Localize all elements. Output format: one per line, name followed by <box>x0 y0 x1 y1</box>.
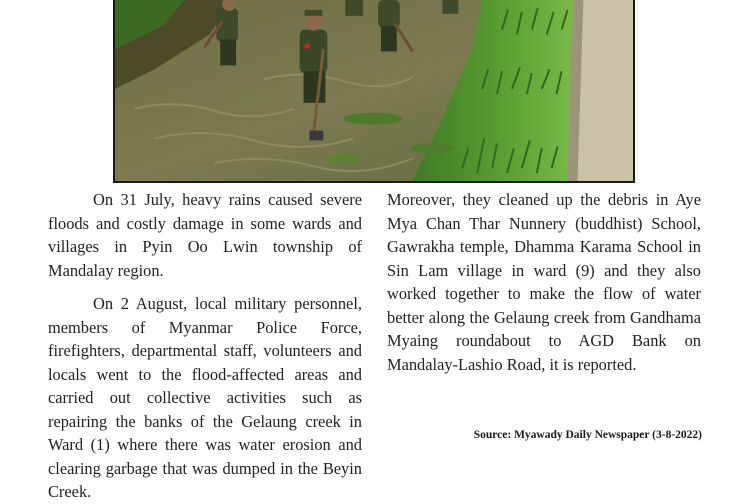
article-paragraph: On 2 August, local military personnel, members of Myanmar Police Force, firefighters, departmental staff, volunteers and locals went to the flood-affected areas and carried out collective activities such as repairing the banks of the Gelaung creek in Ward (1) where there was water erosion and clearing garbage that was dumped in the Beyin Creek. <box>48 294 362 501</box>
creek-cleanup-illustration <box>115 0 633 181</box>
article-paragraph: Moreover, they cleaned up the debris in Aye Mya Chan Thar Nunnery (buddhist) School, Gawrakha temple, Dhamma Karama School in Sin Lam village in ward (9) and they also worked together to make the flow of water better along the Gelaung creek from Gandhama Myaing roundabout to AGD Bank on Mandalay-Lashio Road, it is reported. <box>387 190 701 374</box>
source-citation: Source: Myawady Daily Newspaper (3-8-2022) <box>473 429 702 441</box>
news-photo-creek-cleanup <box>113 0 635 183</box>
article-right-column <box>387 188 701 376</box>
article-paragraph: On 31 July, heavy rains caused severe floods and costly damage in some wards and villages in Pyin Oo Lwin township of Mandalay region. <box>48 190 362 280</box>
article-left-column <box>48 188 362 504</box>
